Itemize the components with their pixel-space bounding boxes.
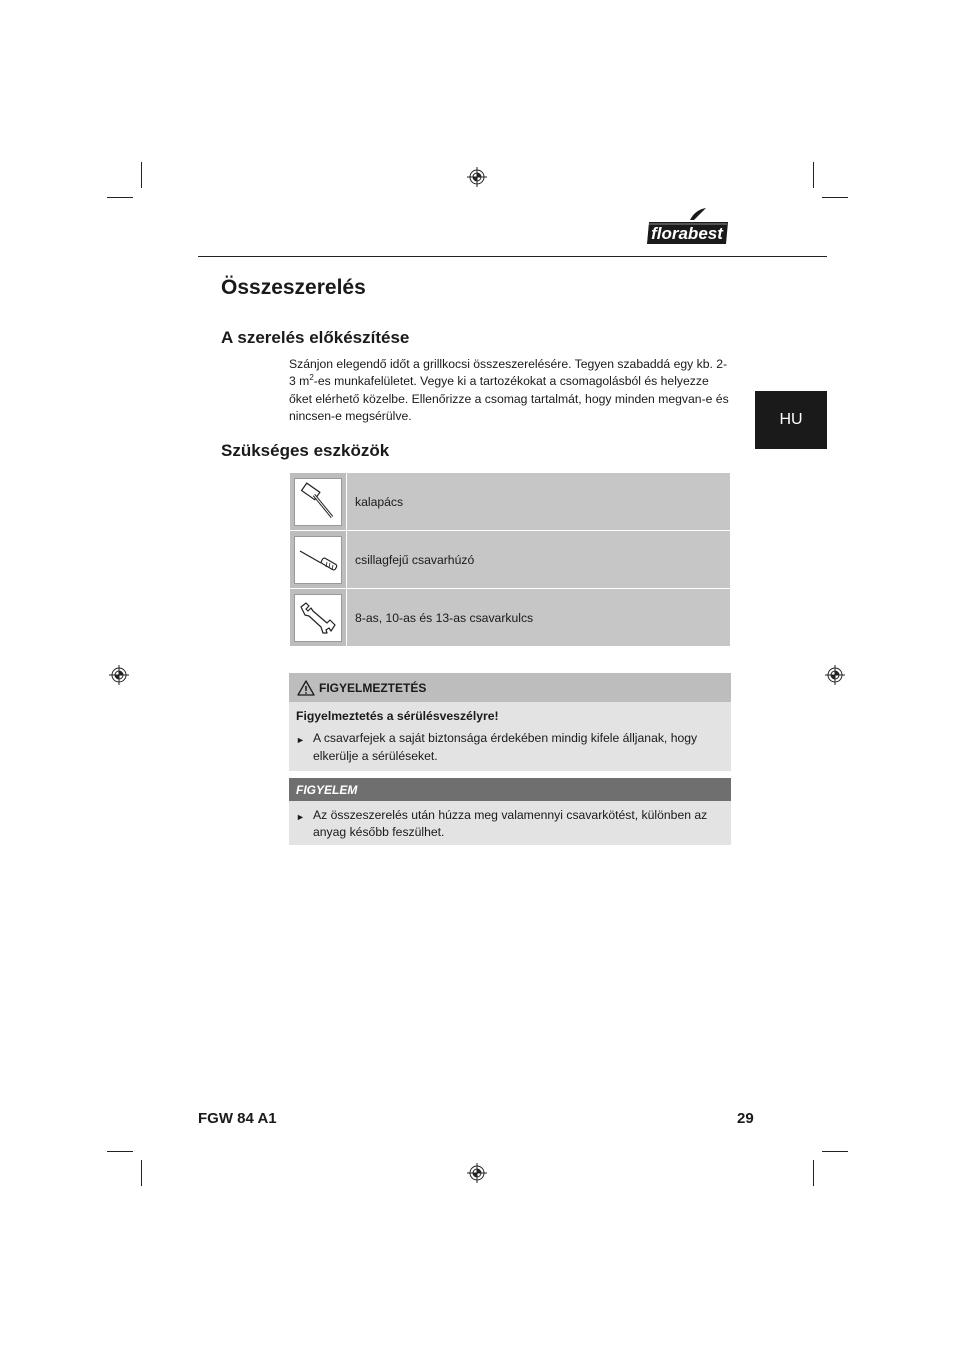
crop-mark xyxy=(107,1151,133,1152)
page-number: 29 xyxy=(737,1110,754,1127)
warning-box xyxy=(289,673,731,771)
warning-bullet xyxy=(296,730,723,765)
preparation-text-part1: Szánjon elegendő időt a grillkocsi összeszerelésére. Tegyen szabaddá egy kb. 2-3 m xyxy=(289,357,728,389)
header-rule xyxy=(198,256,827,257)
registration-mark-icon xyxy=(825,665,845,685)
tool-label: 8-as, 10-as és 13-as csavarkulcs xyxy=(347,589,730,646)
section-heading-tools: Szükséges eszközök xyxy=(221,441,390,460)
warning-bullet-text: A csavarfejek a saját biztonsága érdekében mindig kifele álljanak, hogy elkerülje a sérüléseket. xyxy=(313,731,698,763)
bullet-marker: ► xyxy=(296,735,305,746)
superscript: 2 xyxy=(309,373,314,383)
crop-mark xyxy=(813,162,814,188)
registration-mark-icon xyxy=(467,167,487,187)
note-bullet xyxy=(296,807,723,842)
preparation-paragraph xyxy=(289,356,729,425)
crop-mark xyxy=(141,1160,142,1186)
screwdriver-icon xyxy=(297,539,339,581)
logo-text: florabest xyxy=(651,224,723,243)
registration-mark-icon xyxy=(109,665,129,685)
footer-model: FGW 84 A1 xyxy=(198,1110,277,1127)
tool-row xyxy=(290,473,730,531)
wrench-icon xyxy=(297,597,339,639)
tools-table xyxy=(290,473,730,646)
warning-subtitle: Figyelmeztetés a sérülésveszélyre! xyxy=(296,709,499,723)
section-heading-preparation: A szerelés előkészítése xyxy=(221,328,410,347)
crop-mark xyxy=(822,197,848,198)
note-body xyxy=(289,801,731,845)
tool-row xyxy=(290,589,730,646)
crop-mark xyxy=(822,1151,848,1152)
registration-mark-icon xyxy=(467,1163,487,1183)
note-header: FIGYELEM xyxy=(289,778,731,801)
hammer-icon xyxy=(297,481,339,523)
tool-row xyxy=(290,531,730,589)
warning-header xyxy=(289,673,731,702)
crop-mark xyxy=(813,1160,814,1186)
warning-triangle-icon xyxy=(297,680,315,696)
warning-title: FIGYELMEZTETÉS xyxy=(319,680,427,695)
florabest-logo xyxy=(646,206,732,246)
tool-label: csillagfejű csavarhúzó xyxy=(347,531,730,588)
page-title: Összeszerelés xyxy=(221,276,366,299)
warning-body xyxy=(289,702,731,771)
note-bullet-text: Az összeszerelés után húzza meg valamennyi csavarkötést, különben az anyag később feszülhet. xyxy=(313,808,708,840)
crop-mark xyxy=(141,162,142,188)
tool-label: kalapács xyxy=(347,473,730,530)
crop-mark xyxy=(107,197,133,198)
bullet-marker: ► xyxy=(296,812,305,822)
preparation-text-part2: -es munkafelületet. Vegye ki a tartozékokat a csomagolásból és helyezze őket elérhető közelbe. Ellenőrizze a csomag tartalmát, hogy minden megvan-e és nincsen-e megsérülve. xyxy=(289,374,729,423)
note-box xyxy=(289,778,731,845)
language-tab: HU xyxy=(755,391,827,449)
